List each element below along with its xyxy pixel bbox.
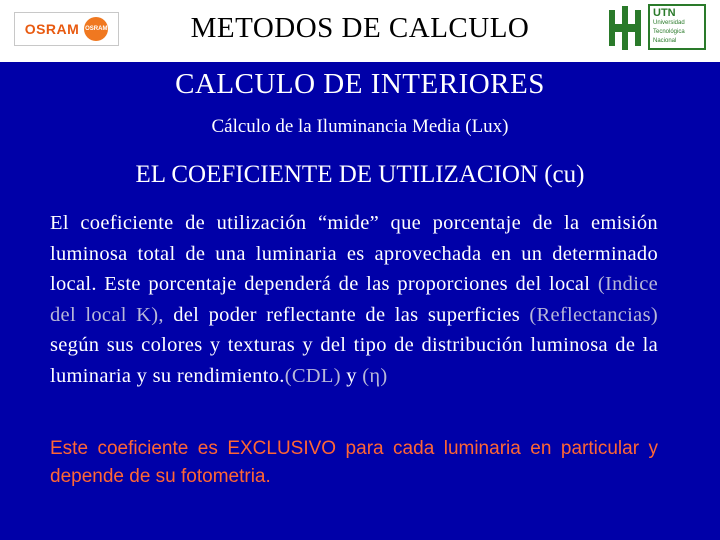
paragraph-text-3: según sus colores y texturas y del tipo de distribución luminosa de la luminaria y su rendimiento. <box>50 334 658 387</box>
utn-logo <box>606 4 708 52</box>
osram-logo-word: OSRAM <box>24 21 80 37</box>
utn-line-2: Tecnológica <box>653 29 685 35</box>
utn-line-1: Universidad <box>653 20 685 26</box>
page-title: METODOS DE CALCULO <box>190 12 530 44</box>
slide-subtitle: Cálculo de la Iluminancia Media (Lux) <box>211 116 509 137</box>
osram-logo-disc: OSRAM <box>84 17 108 41</box>
utn-line-3: Nacional <box>653 38 677 44</box>
paragraph-text-2: del poder reflectante de las superficies <box>163 303 530 326</box>
utn-emblem-icon <box>606 4 644 52</box>
body-paragraph <box>50 208 658 391</box>
section-heading: EL COEFICIENTE DE UTILIZACION (cu) <box>135 161 585 188</box>
highlight-cdl: (CDL) <box>284 364 341 387</box>
utn-name-box <box>648 4 706 50</box>
paragraph-text-1: El coeficiente de utilización “mide” que porcentaje de la emisión luminosa total de una luminaria es aprovechada en un determinado local. Este porcentaje dependerá de las proporciones del local <box>50 212 658 295</box>
utn-acronym: UTN <box>653 7 676 19</box>
paragraph-text-4: y <box>340 364 363 387</box>
emphasis-note: Este coeficiente es EXCLUSIVO para cada luminaria en particular y depende de su fotometria. <box>50 438 658 487</box>
slide-body <box>0 62 720 540</box>
header-bar <box>0 0 720 62</box>
highlight-indice-local: (Indice del local K), <box>50 273 658 326</box>
slide-title: CALCULO DE INTERIORES <box>175 68 545 100</box>
highlight-reflectancias: (Reflectancias) <box>529 303 658 326</box>
highlight-eta: (η) <box>362 364 388 387</box>
